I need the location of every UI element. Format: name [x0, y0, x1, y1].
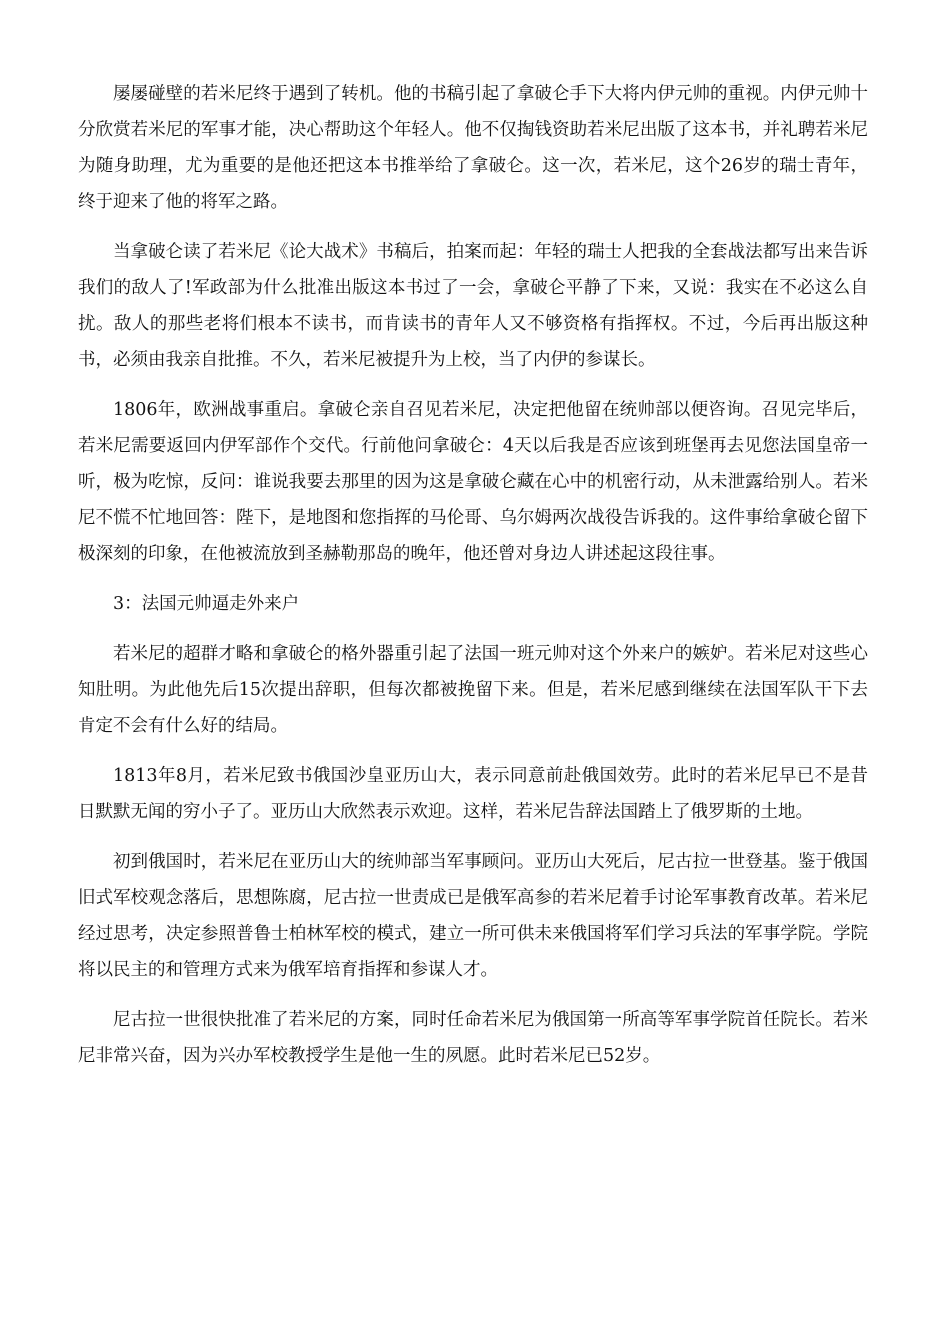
paragraph-military-reform: 初到俄国时，若米尼在亚历山大的统帅部当军事顾问。亚历山大死后，尼古拉一世登基。鉴于俄国旧式军校观念落后，思想陈腐，尼古拉一世责成已是俄军高参的若米尼着手讨论军事教育改革。若米尼经过思考，决定参照普鲁士柏林军校的模式，建立一所可供未来俄国将军们学习兵法的军事学院。学院将以民主的和管理方式来为俄军培育指挥和参谋人才。	[78, 852, 868, 980]
paragraph-turning-point: 屡屡碰壁的若米尼终于遇到了转机。他的书稿引起了拿破仑手下大将内伊元帅的重视。内伊元帅十分欣赏若米尼的军事才能，决心帮助这个年轻人。他不仅掏钱资助若米尼出版了这本书，并礼聘若米尼为随身助理，尤为重要的是他还把这本书推举给了拿破仑。这一次，若米尼，这个26岁的瑞士青年，终于迎来了他的将军之路。	[78, 84, 868, 212]
section-heading: 3：法国元帅逼走外来户	[113, 594, 300, 614]
paragraph-1806-war: 1806年，欧洲战事重启。拿破仑亲自召见若米尼，决定把他留在统帅部以便咨询。召见完毕后，若米尼需要返回内伊军部作个交代。行前他问拿破仑：4天以后我是否应该到班堡再去见您法国皇帝一听，极为吃惊，反问：谁说我要去那里的因为这是拿破仑藏在心中的机密行动，从未泄露给别人。若米尼不慌不忙地回答：陛下，是地图和您指挥的马伦哥、乌尔姆两次战役告诉我的。这件事给拿破仑留下极深刻的印象，在他被流放到圣赫勒那岛的晚年，他还曾对身边人讲述起这段往事。	[78, 400, 868, 564]
paragraph-academy-approval: 尼古拉一世很快批准了若米尼的方案，同时任命若米尼为俄国第一所高等军事学院首任院长。若米尼非常兴奋，因为兴办军校教授学生是他一生的夙愿。此时若米尼已52岁。	[78, 1010, 868, 1066]
document-page	[78, 76, 868, 1088]
paragraph-napoleon-reads: 当拿破仑读了若米尼《论大战术》书稿后，拍案而起：年轻的瑞士人把我的全套战法都写出来告诉我们的敌人了!军政部为什么批准出版这本书过了一会，拿破仑平静了下来，又说：我实在不必这么自扰。敌人的那些老将们根本不读书，而肯读书的青年人又不够资格有指挥权。不过，今后再出版这种书，必须由我亲自批推。不久，若米尼被提升为上校，当了内伊的参谋长。	[78, 242, 868, 370]
paragraph-1813-russia: 1813年8月，若米尼致书俄国沙皇亚历山大，表示同意前赴俄国效劳。此时的若米尼早已不是昔日默默无闻的穷小子了。亚历山大欣然表示欢迎。这样，若米尼告辞法国踏上了俄罗斯的土地。	[78, 766, 868, 822]
paragraph-jealousy: 若米尼的超群才略和拿破仑的格外器重引起了法国一班元帅对这个外来户的嫉妒。若米尼对这些心知肚明。为此他先后15次提出辞职，但每次都被挽留下来。但是，若米尼感到继续在法国军队干下去肯定不会有什么好的结局。	[78, 644, 868, 736]
